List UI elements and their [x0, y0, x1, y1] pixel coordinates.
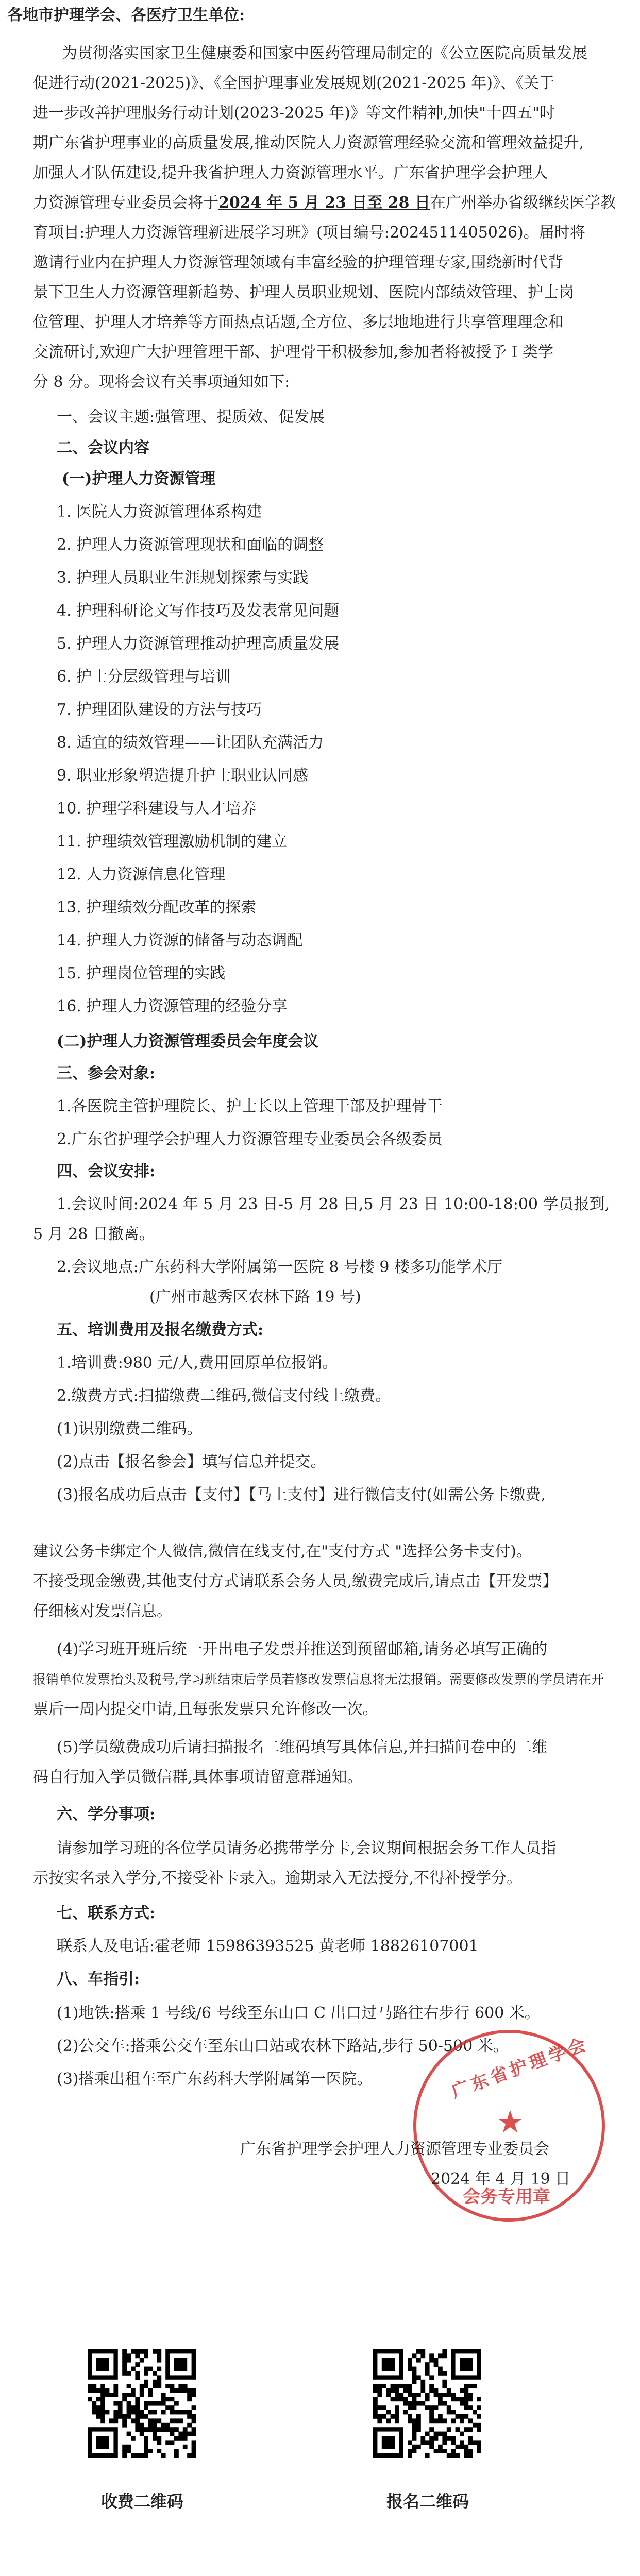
- section-directions: 八、车指引:: [57, 1970, 140, 1988]
- registration-qr-label: 报名二维码: [386, 2492, 469, 2511]
- section-fees: 五、培训费用及报名缴费方式:: [57, 1321, 264, 1339]
- section-arrangement: 四、会议安排:: [57, 1162, 156, 1180]
- topic-item: 12. 人力资源信息化管理: [57, 866, 226, 884]
- intro-line: 景下卫生人力资源管理新趋势、护理人员职业规划、医院内部绩效管理、护士岗: [33, 283, 574, 301]
- signature: 广东省护理学会护理人力资源管理专业委员会: [240, 2140, 549, 2158]
- fee-item: 码自行加入学员微信群,具体事项请留意群通知。: [33, 1768, 363, 1786]
- fee-item: 不接受现金缴费,其他支付方式请联系会务人员,缴费完成后,请点击【开发票】: [33, 1572, 558, 1590]
- direction-item: (2)公交车:搭乘公交车至东山口站或农林下路站,步行 50-500 米。: [57, 2037, 509, 2055]
- participant-item: 1.各医院主管护理院长、护士长以上管理干部及护理骨干: [57, 1097, 443, 1115]
- topic-item: 5. 护理人力资源管理推动护理高质量发展: [57, 635, 340, 653]
- intro-line: 促进行动(2021-2025)》、《全国护理事业发展规划(2021-2025 年)》、《关于: [33, 74, 555, 92]
- event-dates: 2024 年 5 月 23 日至 28 日: [218, 194, 430, 212]
- section-theme: 一、会议主题:强管理、提质效、促发展: [57, 408, 325, 426]
- payment-qr-code[interactable]: [88, 2349, 196, 2458]
- intro-line: 育项目:护理人力资源管理新进展学习班》(项目编号:2024511405026)。届时将: [33, 224, 585, 242]
- direction-item: (1)地铁:搭乘 1 号线/6 号线至东山口 C 出口过马路往右步行 600 米。: [57, 2004, 540, 2022]
- fee-item: (5)学员缴费成功后请扫描报名二维码填写具体信息,并扫描问卷中的二维: [57, 1738, 548, 1756]
- topic-item: 2. 护理人力资源管理现状和面临的调整: [57, 536, 324, 554]
- contact-info: 联系人及电话:霍老师 15986393525 黄老师 18826107001: [57, 1937, 479, 1955]
- salutation: 各地市护理学会、各医疗卫生单位:: [7, 6, 245, 24]
- fee-item: (4)学习班开班后统一开出电子发票并推送到预留邮箱,请务必填写正确的: [57, 1640, 548, 1658]
- topic-item: 11. 护理绩效管理激励机制的建立: [57, 833, 288, 851]
- issue-date: 2024 年 4 月 19 日: [431, 2170, 571, 2188]
- seal-subtext: 会务专用章: [463, 2187, 550, 2207]
- topic-item: 9. 职业形象塑造提升护士职业认同感: [57, 767, 309, 785]
- intro-line: 期广东省护理事业的高质量发展,推动医院人力资源管理经验交流和管理效益提升,: [33, 134, 584, 152]
- section-content-heading: 二、会议内容: [57, 439, 149, 457]
- topic-item: 8. 适宜的绩效管理——让团队充满活力: [57, 734, 324, 752]
- registration-qr-code[interactable]: [373, 2349, 481, 2458]
- credit-item: 示按实名录入学分,不接受补卡录入。逾期录入无法授分,不得补授学分。: [33, 1869, 523, 1887]
- topic-item: 16. 护理人力资源管理的经验分享: [57, 997, 288, 1015]
- intro-line: 交流研讨,欢迎广大护理管理干部、护理骨干积极参加,参加者将被授予 I 类学: [33, 343, 553, 361]
- topic-item: 6. 护士分层级管理与培训: [57, 668, 231, 686]
- intro-line: 位管理、护理人才培养等方面热点话题,全方位、多层地地进行共享管理理念和: [33, 313, 564, 331]
- fee-item: 票后一周内提交申请,且每张发票只允许修改一次。: [33, 1700, 378, 1718]
- topic-item: 3. 护理人员职业生涯规划探索与实践: [57, 569, 309, 587]
- intro-line: 为贯彻落实国家卫生健康委和国家中医药管理局制定的《公立医院高质量发展: [62, 44, 587, 62]
- arrangement-item: 1.会议时间:2024 年 5 月 23 日-5 月 28 日,5 月 23 日 10:00-18:00 学员报到,: [57, 1195, 610, 1213]
- intro-line: 在广州举办省级继续医学教: [430, 194, 616, 212]
- topic-item: 13. 护理绩效分配改革的探索: [57, 899, 257, 917]
- fee-item: (3)报名成功后点击【支付】【马上支付】进行微信支付(如需公务卡缴费,: [57, 1486, 546, 1504]
- topic-item: 15. 护理岗位管理的实践: [57, 964, 226, 982]
- fee-item: (1)识别缴费二维码。: [57, 1420, 203, 1438]
- intro-line: 分 8 分。现将会议有关事项通知如下:: [33, 373, 290, 391]
- seal-star-icon: ★: [496, 2104, 524, 2140]
- section-credits: 六、学分事项:: [57, 1805, 156, 1823]
- intro-line: 力资源管理专业委员会将于: [33, 194, 218, 212]
- fee-item: 仔细核对发票信息。: [33, 1602, 172, 1620]
- intro-line: 加强人才队伍建设,提升我省护理人力资源管理水平。广东省护理学会护理人: [33, 164, 548, 182]
- topic-item: 14. 护理人力资源的储备与动态调配: [57, 931, 303, 950]
- subsection-annual-meeting: (二)护理人力资源管理委员会年度会议: [57, 1032, 319, 1050]
- participant-item: 2.广东省护理学会护理人力资源管理专业委员会各级委员: [57, 1130, 443, 1148]
- fee-item: 报销单位发票抬头及税号,学习班结束后学员若修改发票信息将无法报销。需要修改发票的学员请在开: [33, 1672, 604, 1687]
- topic-item: 10. 护理学科建设与人才培养: [57, 800, 257, 818]
- intro-line: 邀请行业内在护理人力资源管理领域有丰富经验的护理管理专家,围绕新时代背: [33, 253, 564, 272]
- seal-text: 广东省护理学会: [448, 2033, 592, 2103]
- credit-item: 请参加学习班的各位学员请务必携带学分卡,会议期间根据会务工作人员指: [57, 1839, 557, 1857]
- arrangement-item: 2.会议地点:广东药科大学附属第一医院 8 号楼 9 楼多功能学术厅: [57, 1258, 503, 1276]
- topic-item: 4. 护理科研论文写作技巧及发表常见问题: [57, 602, 340, 620]
- fee-item: 1.培训费:980 元/人,费用回原单位报销。: [57, 1354, 338, 1372]
- payment-qr-label: 收费二维码: [100, 2492, 183, 2511]
- intro-line: 进一步改善护理服务行动计划(2023-2025 年)》等文件精神,加快"十四五"时: [33, 104, 555, 122]
- section-participants: 三、参会对象:: [57, 1064, 156, 1082]
- arrangement-item: 5 月 28 日撤离。: [33, 1225, 155, 1243]
- section-contact: 七、联系方式:: [57, 1904, 156, 1922]
- fee-item: 2.缴费方式:扫描缴费二维码,微信支付线上缴费。: [57, 1387, 391, 1405]
- fee-item: (2)点击【报名参会】填写信息并提交。: [57, 1453, 326, 1471]
- official-seal: [413, 2030, 605, 2222]
- direction-item: (3)搭乘出租车至广东药科大学附属第一医院。: [57, 2070, 373, 2088]
- subsection-hr-heading: (一)护理人力资源管理: [62, 470, 216, 488]
- fee-item: 建议公务卡绑定个人微信,微信在线支付,在"支付方式 "选择公务卡支付)。: [33, 1543, 532, 1561]
- topic-item: 7. 护理团队建设的方法与技巧: [57, 701, 262, 719]
- arrangement-address: (广州市越秀区农林下路 19 号): [149, 1288, 361, 1306]
- topic-item: 1. 医院人力资源管理体系构建: [57, 503, 262, 521]
